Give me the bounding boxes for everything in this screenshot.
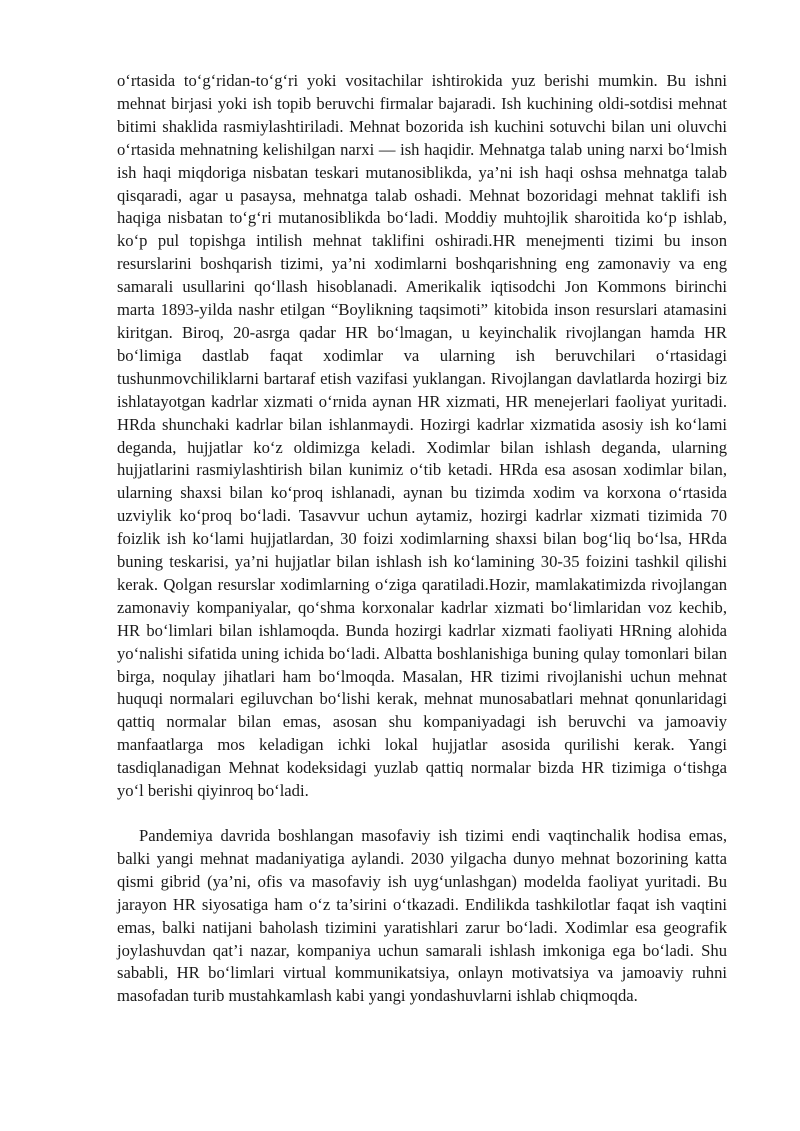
document-page	[117, 70, 727, 1008]
paragraph-remote-work: Pandemiya davrida boshlangan masofaviy ish tizimi endi vaqtinchalik hodisa emas, balki yangi mehnat madaniyatiga aylandi. 2030 yilgacha dunyo mehnat bozorining katta qismi gibrid (ya’ni, ofis va masofaviy ish uyg‘unlashgan) modelda faoliyat yuritadi. Bu jarayon HR siyosatiga ham o‘z ta’sirini o‘tkazadi. Endilikda tashkilotlar faqat ish vaqtini emas, balki natijani baholash tizimini yaratishlari zarur bo‘ladi. Xodimlar esa geografik joylashuvdan qat’i nazar, kompaniya uchun samarali ishlash imkoniga ega bo‘ladi. Shu sababli, HR bo‘limlari virtual kommunikatsiya, onlayn motivatsiya va jamoaviy ruhni masofadan turib mustahkamlash kabi yangi yondashuvlarni ishlab chiqmoqda.	[117, 826, 727, 1006]
paragraph-hr-management: o‘rtasida to‘g‘ridan-to‘g‘ri yoki vositachilar ishtirokida yuz berishi mumkin. Bu ishni mehnat birjasi yoki ish topib beruvchi firmalar bajaradi. Ish kuchining oldi-sotdisi mehnat bitimi shaklida rasmiylashtiriladi. Mehnat bozorida ish kuchini sotuvchi bilan uni oluvchi o‘rtasida mehnatning kelishilgan narxi — ish haqidir. Mehnatga talab uning narxi bo‘lmish ish haqi miqdoriga nisbatan teskari mutanosiblikda, ya’ni ish haqi oshsa mehnatga talab qisqaradi, agar u pasaysa, mehnatga talab oshadi. Mehnat bozoridagi mehnat taklifi ish haqiga nisbatan to‘g‘ri mutanosiblikda bo‘ladi. Moddiy muhtojlik sharoitida ko‘p ishlab, ko‘p pul topishga intilish mehnat taklifini oshiradi.HR menejmenti tizimi bu inson resurslarini boshqarish tizimi, ya’ni xodimlarni boshqarishning eng zamonaviy va eng samarali usullarini qo‘llash hisoblanadi. Amerikalik iqtisodchi Jon Kommons birinchi marta 1893-yilda nashr etilgan “Boylikning taqsimoti” kitobida inson resurslari atamasini kiritgan. Biroq, 20-asrga qadar HR bo‘lmagan, u keyinchalik rivojlangan hamda HR bo‘limiga dastlab faqat xodimlar va ularning ish beruvchilari o‘rtasidagi tushunmovchiliklarni bartaraf etish vazifasi yuklangan. Rivojlangan davlatlarda hozirgi biz ishlatayotgan kadrlar xizmati o‘rnida aynan HR xizmati, HR menejerlari faoliyat yuritadi. HRda shunchaki kadrlar bilan ishlanmaydi. Hozirgi kadrlar xizmatida asosiy ish ko‘lami deganda, hujjatlar ko‘z oldimizga keladi. Xodimlar bilan ishlash deganda, ularning hujjatlarini rasmiylashtirish bilan kunimiz o‘tib ketadi. HRda esa asosan xodimlar bilan, ularning shaxsi bilan ko‘proq ishlanadi, aynan bu tizimda xodim va korxona o‘rtasida uzviylik ko‘proq bo‘ladi. Tasavvur uchun aytamiz, hozirgi kadrlar xizmati tizimida 70 foizlik ish ko‘lami hujjatlardan, 30 foizi xodimlarning shaxsi bilan bog‘liq bo‘lsa, HRda buning teskarisi, ya’ni hujjatlar bilan ishlash ish ko‘lamining 30-35 foizini tashkil qilishi kerak. Qolgan resurslar xodimlarning o‘ziga qaratiladi.Hozir, mamlakatimizda rivojlangan zamonaviy kompaniyalar, qo‘shma korxonalar kadrlar xizmati bo‘limlaridan voz kechib, HR bo‘limlari bilan ishlamoqda. Bunda hozirgi kadrlar xizmati faoliyati HRning alohida yo‘nalishi sifatida uning ichida bo‘ladi. Albatta boshlanishiga buning qulay tomonlari bilan birga, noqulay jihatlari ham bo‘lmoqda. Masalan, HR tizimi rivojlanishi uchun mehnat huquqi normalari egiluvchan bo‘lishi kerak, mehnat munosabatlari mehnat qonunlaridagi qattiq normalar bilan emas, asosan shu kompaniyadagi ish beruvchi va jamoaviy manfaatlarga mos keladigan ichki lokal hujjatlar asosida qurilishi kerak. Yangi tasdiqlanadigan Mehnat kodeksidagi yuzlab qattiq normalar bizda HR tizimiga o‘tishga yo‘l berishi qiyinroq bo‘ladi.	[117, 71, 727, 801]
